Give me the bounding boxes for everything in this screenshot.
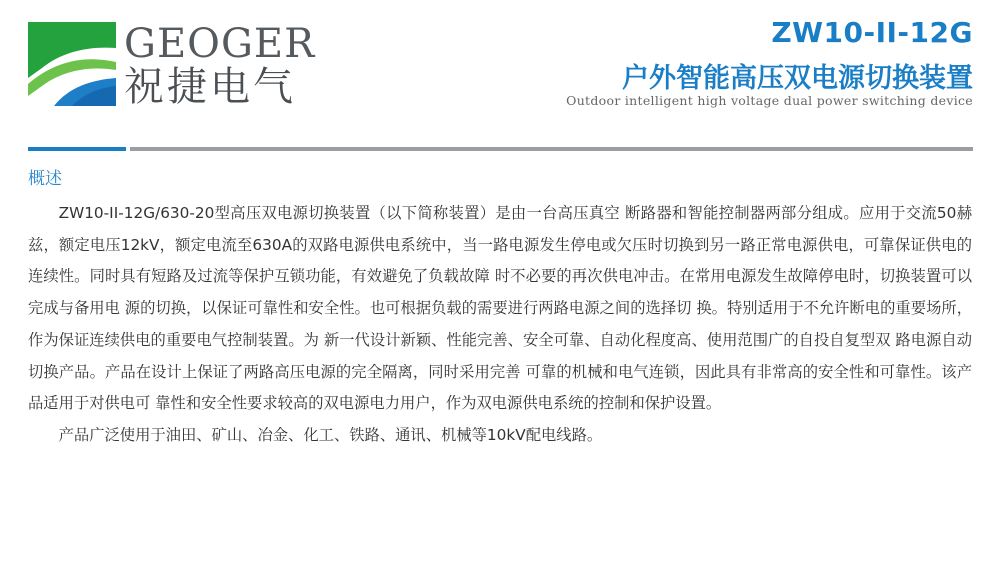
brand-name-en: GEOGER	[124, 21, 316, 67]
section-body	[28, 198, 972, 452]
product-title-cn: 户外智能高压双电源切换装置	[622, 63, 973, 94]
product-model: ZW10-II-12G	[771, 16, 973, 49]
header-divider-accent	[28, 147, 126, 151]
paragraph-overview: ZW10-II-12G/630-20型高压双电源切换装置（以下简称装置）是由一台高压真空 断路器和智能控制器两部分组成。应用于交流50赫兹，额定电压12kV，额定电流至630A的双路电源供电系统中，当一路电源发生停电或欠压时切换到另一路正常电源供电，可靠保证供电的连续性。同时具有短路及过流等保护互锁功能，有效避免了负载故障 时不必要的再次供电冲击。在常用电源发生故障停电时，切换装置可以完成与备用电 源的切换，以保证可靠性和安全性。也可根据负载的需要进行两路电源之间的选择切 换。特别适用于不允许断电的重要场所，作为保证连续供电的重要电气控制装置。为 新一代设计新颖、性能完善、安全可靠、自动化程度高、使用范围广的自投自复型双 路电源自动切换产品。产品在设计上保证了两路高压电源的完全隔离，同时采用完善 可靠的机械和电气连锁，因此具有非常高的安全性和可靠性。该产品适用于对供电可 靠性和安全性要求较高的双电源电力用户，作为双电源供电系统的控制和保护设置。	[28, 204, 972, 413]
paragraph-applications: 产品广泛使用于油田、矿山、冶金、化工、铁路、通讯、机械等10kV配电线路。	[58, 425, 603, 444]
brand-name-cn: 祝捷电气	[124, 64, 296, 110]
section-title: 概述	[28, 169, 62, 189]
geoger-logo-icon	[28, 22, 116, 106]
product-title-en: Outdoor intelligent high voltage dual power switching device	[566, 93, 973, 108]
header-divider	[130, 147, 973, 151]
